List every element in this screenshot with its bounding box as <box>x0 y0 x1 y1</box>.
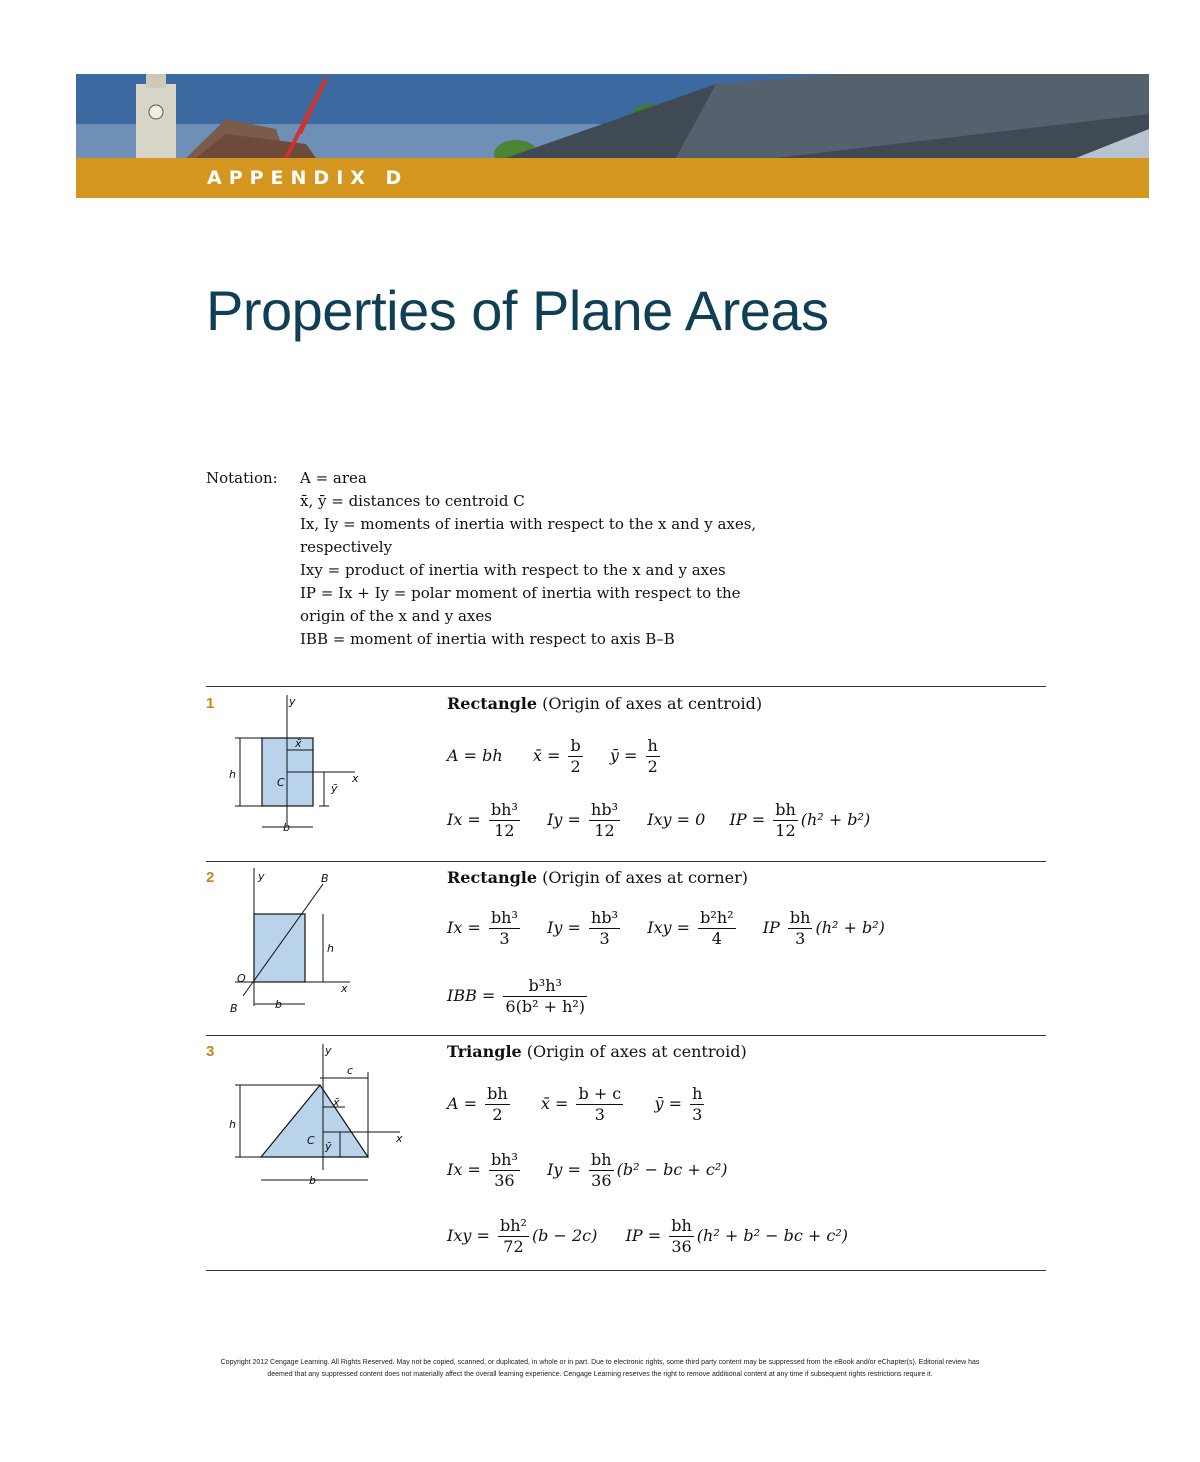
case-shape: Rectangle <box>447 694 538 713</box>
fig-label-centroid: C <box>307 1134 315 1147</box>
fig-label-b-axis: B <box>230 1002 238 1015</box>
case-number: 1 <box>206 695 215 712</box>
notation-line: A = area <box>300 469 367 487</box>
copyright-line: deemed that any suppressed content does not materially affect the overall learning experience. Cengage Learning reserves the right to remove additional content at any time if subsequent rights restrictions require it. <box>267 1371 933 1378</box>
notation-line: origin of the x and y axes <box>300 607 492 625</box>
eq-ixy: Ixy = 0 <box>647 810 706 829</box>
case-title <box>447 868 748 887</box>
fig-label-origin: O <box>237 972 246 985</box>
equation-row: Ix = $\frac{\text{bh³}}{12}$ Iy = $\frac{\text{hb³}}{12}$ Ixy = 0 IP = $\frac{bh}{12}$ (h² + b²) <box>447 800 871 840</box>
rectangle-centroid-figure <box>225 690 375 844</box>
header-banner <box>76 74 1149 198</box>
copyright-line: Copyright 2012 Cengage Learning. All Rights Reserved. May not be copied, scanned, or duplicated, in whole or in part. Due to electronic rights, some third party content may be suppressed from the eBook and/or eChapter(s). Editorial review has <box>220 1359 980 1366</box>
case-title <box>447 694 762 713</box>
fig-label-y: y <box>325 1044 332 1057</box>
notation-lines <box>300 467 820 651</box>
equation-row <box>447 736 663 777</box>
eq-xbar: x̄ = <box>532 746 561 765</box>
notation-line: IBB = moment of inertia with respect to axis B–B <box>300 630 675 648</box>
section-rule <box>206 686 1046 687</box>
triangle-figure <box>225 1040 415 1204</box>
notation-line: IP = Ix + Iy = polar moment of inertia with respect to the <box>300 584 741 602</box>
copyright-notice <box>150 1357 1050 1381</box>
fig-label-b-axis: B <box>321 872 329 885</box>
fig-label-y: y <box>289 695 296 708</box>
banner-illustration <box>76 74 1149 158</box>
rectangle-corner-figure <box>225 866 375 1020</box>
section-rule <box>206 861 1046 862</box>
eq-area: A = bh <box>447 746 503 765</box>
banner-photo <box>76 74 1149 158</box>
case-subtitle: (Origin of axes at centroid) <box>526 1042 747 1061</box>
notation-line: x̄, ȳ = distances to centroid C <box>300 492 525 510</box>
fig-label-x: x <box>396 1132 403 1145</box>
eq-ix: Ix = <box>447 810 481 829</box>
fig-label-xbar: x̄ <box>295 737 302 750</box>
fig-label-x: x <box>341 982 348 995</box>
fraction: $\frac{h}{2}$ <box>647 736 658 776</box>
page-title: Properties of Plane Areas <box>206 279 829 342</box>
equation-row: Ix = $\frac{\text{bh³}}{3}$ Iy = $\frac{\text{hb³}}{3}$ Ixy = $\frac{\text{b²h²}}{4}$ IP $\frac{bh}{3}$ (h² + b²) <box>447 908 885 948</box>
fig-label-b: b <box>283 821 290 834</box>
fig-label-y: y <box>258 870 265 883</box>
section-rule <box>206 1035 1046 1036</box>
case-subtitle: (Origin of axes at corner) <box>542 868 748 887</box>
notation-label: Notation: <box>206 469 278 487</box>
equation-row: Ix = $\frac{\text{bh³}}{36}$ Iy = $\frac{bh}{36}$ (b² − bc + c²) <box>447 1150 728 1190</box>
fig-label-centroid: C <box>277 776 285 789</box>
fig-label-h: h <box>229 768 236 781</box>
notation-line: Ixy = product of inertia with respect to the x and y axes <box>300 561 726 579</box>
appendix-label: APPENDIX D <box>207 167 409 189</box>
fig-label-ybar: ȳ <box>325 1140 332 1153</box>
fig-label-xbar: x̄ <box>333 1096 340 1109</box>
case-shape: Triangle <box>447 1042 522 1061</box>
case-shape: Rectangle <box>447 868 538 887</box>
case-number: 2 <box>206 869 215 886</box>
equation-row: Ixy = $\frac{\text{bh²}}{72}$ (b − 2c) IP = $\frac{bh}{36}$ (h² + b² − bc + c²) <box>447 1216 848 1256</box>
eq-iy: Iy = <box>547 810 581 829</box>
fig-label-ybar: ȳ <box>331 782 338 795</box>
eq-ip: IP = <box>729 810 766 829</box>
equation-row: IBB = $\frac{\text{b³h³}}{\text{6(b² + h²)}}$ <box>447 976 586 1016</box>
fig-label-h: h <box>229 1118 236 1131</box>
case-title <box>447 1042 747 1061</box>
fig-label-b: b <box>275 998 282 1011</box>
notation-line: respectively <box>300 538 393 556</box>
case-number: 3 <box>206 1043 215 1060</box>
case-subtitle: (Origin of axes at centroid) <box>542 694 763 713</box>
fig-label-b: b <box>309 1174 316 1187</box>
fraction: $\frac{b}{2}$ <box>570 736 581 776</box>
fig-label-c: c <box>347 1064 354 1077</box>
section-rule <box>206 1270 1046 1271</box>
eq-ybar: ȳ = <box>609 746 638 765</box>
fig-label-h: h <box>327 942 334 955</box>
fig-label-x: x <box>352 772 359 785</box>
equation-row: A = $\frac{bh}{2}$ x̄ = $\frac{b + c}{3}$ ȳ = $\frac{h}{3}$ <box>447 1084 703 1124</box>
notation-line: Ix, Iy = moments of inertia with respect to the x and y axes, <box>300 515 757 533</box>
